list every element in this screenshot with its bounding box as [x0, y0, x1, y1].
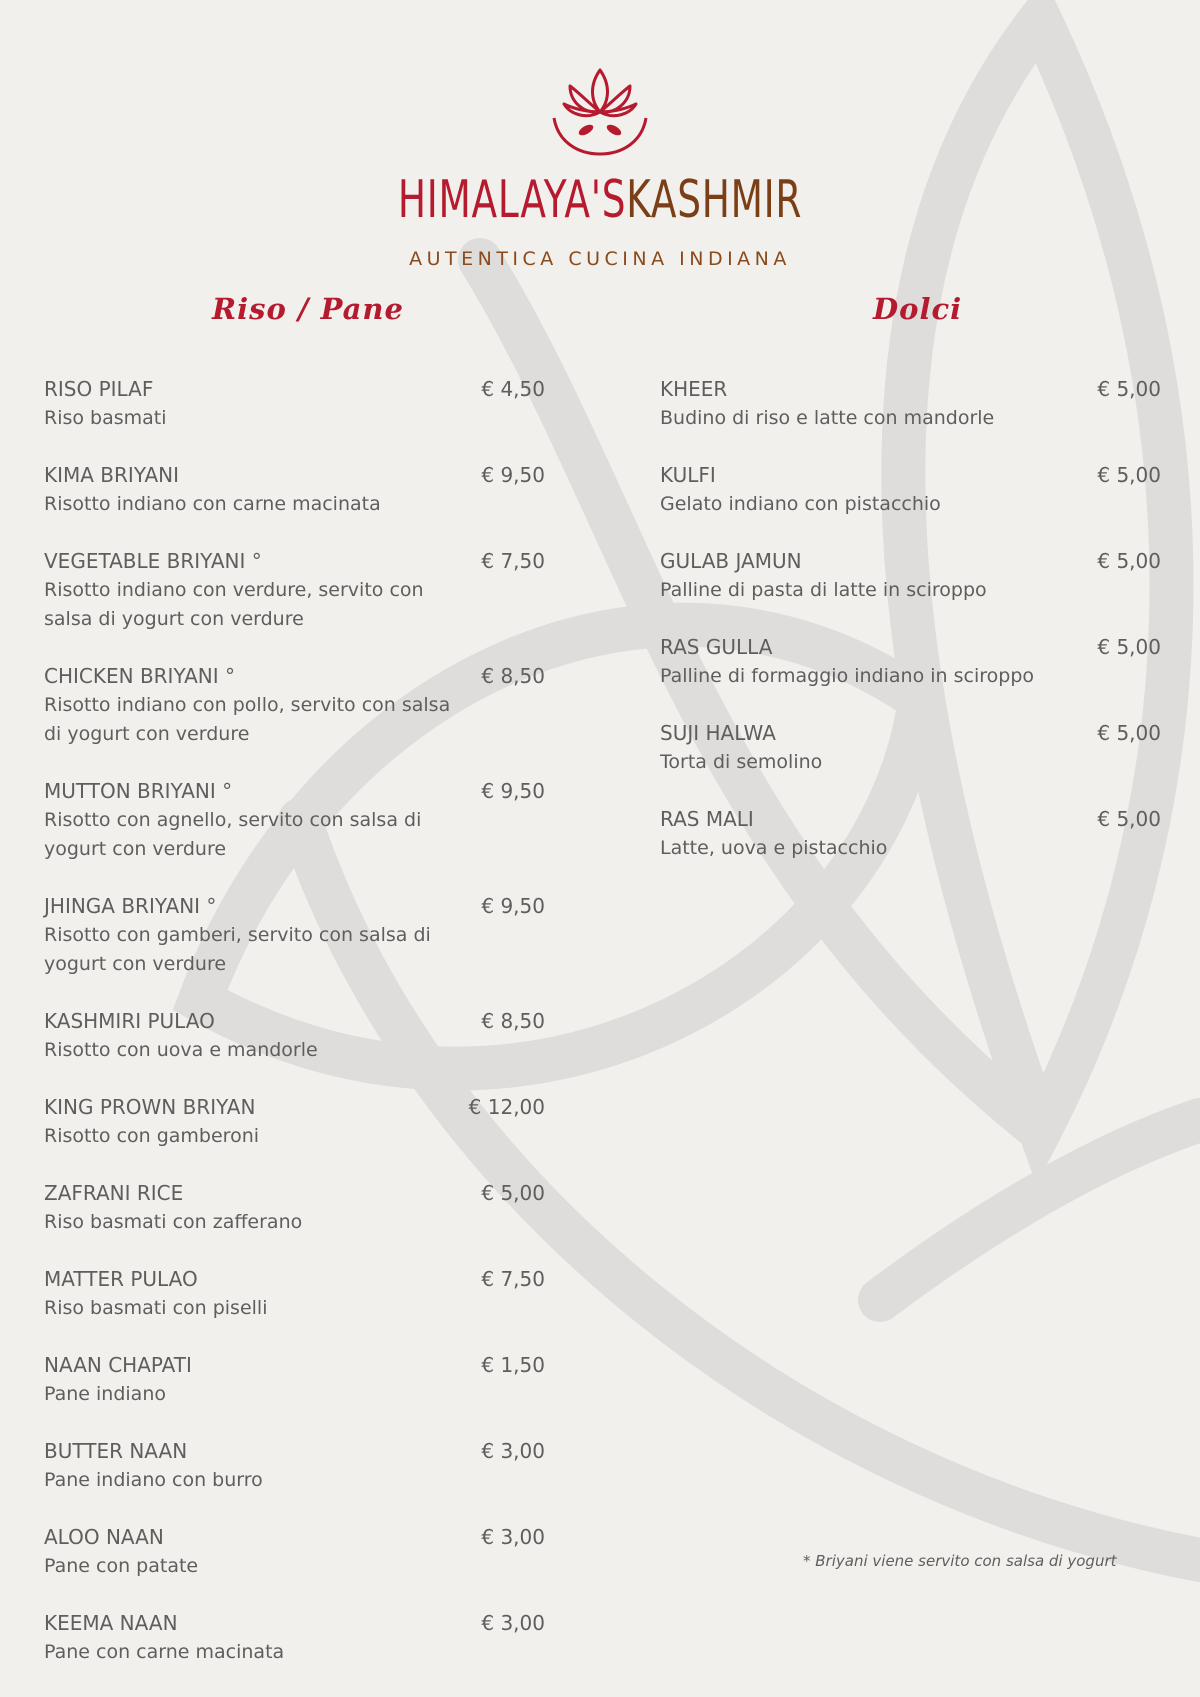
menu-item-name: KULFI	[660, 463, 716, 487]
menu-item-price: € 5,00	[1097, 635, 1161, 659]
section-title-dolci: Dolci	[873, 292, 963, 326]
menu-item-price: € 12,00	[468, 1095, 545, 1119]
menu-item-description: Pane con patate	[44, 1555, 199, 1577]
menu-item-name: KASHMIRI PULAO	[44, 1009, 215, 1033]
menu-item	[44, 547, 545, 634]
menu-item-description: Risotto indiano con carne macinata	[44, 493, 381, 515]
menu-item-price: € 5,00	[1097, 721, 1161, 745]
menu-item-name: RAS GULLA	[660, 635, 773, 659]
menu-item-description: Palline di pasta di latte in sciroppo	[660, 579, 987, 601]
menu-item-description: Pane indiano con burro	[44, 1469, 263, 1491]
menu-item	[44, 1265, 545, 1323]
menu-item	[44, 1437, 545, 1495]
menu-item-description: Risotto con gamberi, servito con salsa di yogurt con verdure	[44, 924, 431, 975]
menu-item-description: Pane con carne macinata	[44, 1641, 285, 1663]
menu-item-description: Budino di riso e latte con mandorle	[660, 407, 995, 429]
menu-item-name: RISO PILAF	[44, 377, 154, 401]
menu-item	[44, 375, 545, 433]
menu-item-name: BUTTER NAAN	[44, 1439, 188, 1463]
menu-item-description: Risotto con agnello, servito con salsa di yogurt con verdure	[44, 809, 422, 860]
brand-name-part1: HIMALAYA'S	[397, 170, 627, 230]
menu-item-price: € 7,50	[481, 1267, 545, 1291]
menu-item-price: € 3,00	[481, 1439, 545, 1463]
menu-item-name: NAAN CHAPATI	[44, 1353, 192, 1377]
menu-item-description: Gelato indiano con pistacchio	[660, 493, 941, 515]
menu-item	[44, 1093, 545, 1151]
menu-item-description: Palline di formaggio indiano in sciroppo	[660, 665, 1034, 687]
menu-item	[44, 1351, 545, 1409]
section-title-riso-pane: Riso / Pane	[212, 292, 404, 326]
menu-item	[44, 1179, 545, 1237]
menu-item	[44, 461, 545, 519]
menu-item-name: CHICKEN BRIYANI °	[44, 664, 236, 688]
menu-item	[44, 662, 545, 749]
menu-item-name: GULAB JAMUN	[660, 549, 802, 573]
menu-item-name: KEEMA NAAN	[44, 1611, 178, 1635]
brand-name	[168, 170, 1032, 230]
menu-item	[660, 805, 1161, 863]
menu-item-name: MUTTON BRIYANI °	[44, 779, 233, 803]
brand-tagline: AUTENTICA CUCINA INDIANA	[409, 248, 791, 270]
menu-item	[44, 1523, 545, 1581]
menu-item-price: € 9,50	[481, 779, 545, 803]
menu-item-description: Latte, uova e pistacchio	[660, 837, 888, 859]
menu-item	[44, 1609, 545, 1667]
footnote: * Briyani viene servito con salsa di yogurt	[803, 1552, 1117, 1570]
lotus-icon	[550, 66, 650, 158]
menu-item-name: KING PROWN BRIYAN	[44, 1095, 256, 1119]
menu-item-name: SUJI HALWA	[660, 721, 776, 745]
menu-item-price: € 3,00	[481, 1611, 545, 1635]
menu-item-name: KIMA BRIYANI	[44, 463, 180, 487]
menu-item-name: ZAFRANI RICE	[44, 1181, 184, 1205]
menu-item-description: Riso basmati con piselli	[44, 1297, 268, 1319]
menu-item-price: € 8,50	[481, 664, 545, 688]
menu-item-price: € 9,50	[481, 894, 545, 918]
menu-item-description: Risotto con uova e mandorle	[44, 1039, 318, 1061]
menu-item-description: Riso basmati con zafferano	[44, 1211, 303, 1233]
menu-item	[660, 461, 1161, 519]
menu-item-price: € 5,00	[481, 1181, 545, 1205]
menu-item-price: € 5,00	[1097, 463, 1161, 487]
menu-item-description: Torta di semolino	[660, 751, 823, 773]
menu-item	[660, 719, 1161, 777]
menu-item-name: JHINGA BRIYANI °	[44, 894, 217, 918]
menu-item-price: € 5,00	[1097, 807, 1161, 831]
menu-item	[44, 1007, 545, 1065]
menu-item-price: € 5,00	[1097, 377, 1161, 401]
menu-item-description: Risotto con gamberoni	[44, 1125, 260, 1147]
menu-item-description: Pane indiano	[44, 1383, 166, 1405]
menu-item-description: Risotto indiano con verdure, servito con salsa di yogurt con verdure	[44, 579, 424, 630]
menu-item-name: RAS MALI	[660, 807, 754, 831]
brand-name-part2: KASHMIR	[626, 170, 803, 230]
menu-item-name: ALOO NAAN	[44, 1525, 164, 1549]
menu-item-description: Risotto indiano con pollo, servito con salsa di yogurt con verdure	[44, 694, 451, 745]
menu-item	[660, 633, 1161, 691]
menu-item-price: € 1,50	[481, 1353, 545, 1377]
menu-item-price: € 9,50	[481, 463, 545, 487]
menu-item-price: € 3,00	[481, 1525, 545, 1549]
menu-item	[44, 892, 545, 979]
menu-item-price: € 8,50	[481, 1009, 545, 1033]
menu-item-name: VEGETABLE BRIYANI °	[44, 549, 262, 573]
menu-item-price: € 7,50	[481, 549, 545, 573]
menu-item	[44, 777, 545, 864]
menu-item	[660, 375, 1161, 433]
menu-item-price: € 4,50	[481, 377, 545, 401]
menu-item-description: Riso basmati	[44, 407, 167, 429]
menu-item-price: € 5,00	[1097, 549, 1161, 573]
menu-item	[660, 547, 1161, 605]
menu-item-name: MATTER PULAO	[44, 1267, 198, 1291]
menu-item-name: KHEER	[660, 377, 728, 401]
